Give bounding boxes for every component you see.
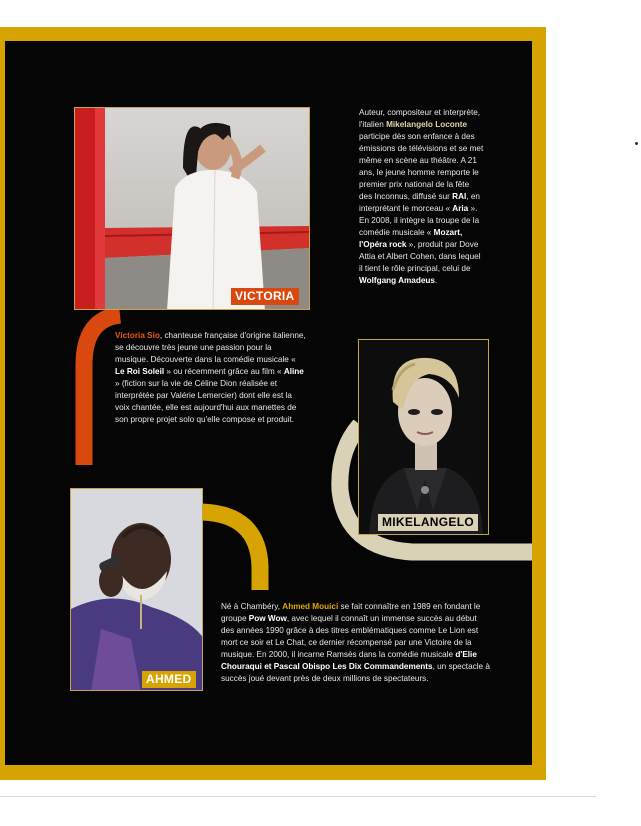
- margin-dot: [635, 142, 638, 145]
- ahmed-name-tag: AHMED: [142, 671, 196, 688]
- mikelangelo-name: Mikelangelo Loconte: [386, 120, 468, 129]
- victoria-name-tag: VICTORIA: [231, 288, 299, 305]
- mikelangelo-bio: Auteur, compositeur et interprète, l'italien Mikelangelo Loconte participe dès son enfance à des émissions de télévisions et se met même en scène au théâtre. A 21 ans, le jeune homme remporte le premier prix national de la fête des Inconnus, diffusé sur RAI, en interprétant le morceau « Aria ». En 2008, il intègre la troupe de la comédie musicale « Mozart, l'Opéra rock », produit par Dove Attia et Albert Cohen, dans lequel il tient le rôle principal, celui de Wolfgang Amadeus.: [359, 108, 484, 285]
- ahmed-name: Ahmed Mouici: [282, 602, 339, 611]
- mikelangelo-name-tag: MIKELANGELO: [378, 514, 478, 531]
- victoria-name: Victoria Sio: [115, 331, 160, 340]
- ahmed-photo: [70, 488, 203, 691]
- victoria-photo: [74, 107, 310, 310]
- ahmed-gold-arc: [200, 500, 275, 590]
- mikelangelo-photo: [358, 339, 489, 535]
- victoria-bio: Victoria Sio, chanteuse française d'origine italienne, se découvre très jeune une passion pour la musique. Découverte dans la comédie musicale « Le Roi Soleil » ou récemment grâce au film « Aline » (fiction sur la vie de Céline Dion réalisée et interprétée par Valérie Lemercier) dont elle est la voix chantée, elle est aujourd'hui aux manettes de son propre projet solo qu'elle compose et produit.: [115, 331, 306, 424]
- page-bottom-rule: [0, 796, 596, 797]
- ahmed-bio: Né à Chambéry, Ahmed Mouici se fait connaître en 1989 en fondant le groupe Pow Wow, avec lequel il connaît un immense succès au début des années 1990 grâce à des titres emblématiques comme Le Lion est mort ce soir et Le Chat, ce dernier récompensé par une Victoire de la musique. En 2000, il incarne Ramsès dans la comédie musicale d'Elie Chouraqui et Pascal Obispo Les Dix Commandements, un spectacle à succès joué devant près de deux millions de spectateurs.: [221, 602, 490, 683]
